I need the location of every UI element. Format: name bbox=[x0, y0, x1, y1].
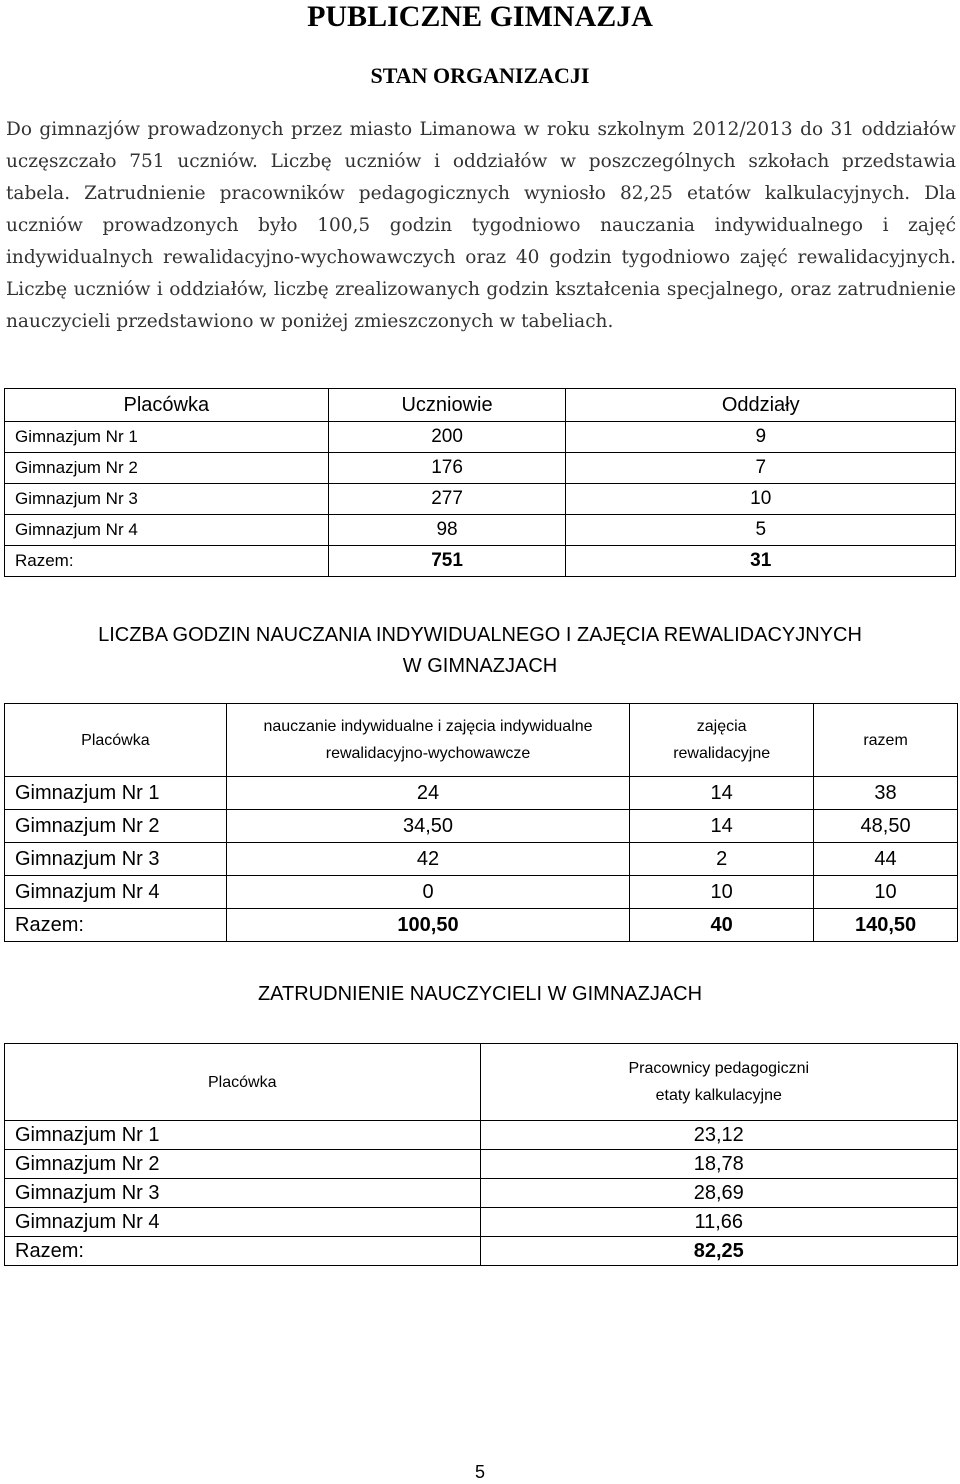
fte-value: 28,69 bbox=[480, 1179, 958, 1208]
table-header-row bbox=[5, 704, 958, 777]
students-count: 200 bbox=[328, 422, 566, 453]
table-header-row bbox=[5, 389, 956, 422]
students-count: 176 bbox=[328, 453, 566, 484]
header-individual bbox=[226, 704, 629, 777]
table-row bbox=[5, 515, 956, 546]
header-placowka: Placówka bbox=[5, 704, 227, 777]
classes-count: 9 bbox=[566, 422, 956, 453]
table-row bbox=[5, 810, 958, 843]
table-row bbox=[5, 484, 956, 515]
total-row bbox=[5, 909, 958, 942]
total-row bbox=[5, 546, 956, 577]
table-row bbox=[5, 1179, 958, 1208]
header-placowka: Placówka bbox=[5, 389, 329, 422]
intro-paragraph: Do gimnazjów prowadzonych przez miasto Limanowa w roku szkolnym 2012/2013 do 31 oddziałów uczęszczało 751 uczniów. Liczbę uczniów i oddziałów w poszczególnych szkołach przedstawia tabela. Zatrudnienie pracowników pedagogicznych wyniosło 82,25 etatów kalkulacyjnych. Dla uczniów prowadzonych było 100,5 godzin tygodniowo nauczania indywidualnego i zajęć indywidualnych rewalidacyjno-wychowawczych oraz 40 godzin tygodniowo zajęć rewalidacyjnych. Liczbę uczniów i oddziałów, liczbę zrealizowanych godzin kształcenia specjalnego, oraz zatrudnienie nauczycieli przedstawiono w poniżej zmieszczonych w tabeliach. bbox=[6, 119, 956, 332]
header-individual-line1: nauczanie indywidualne i zajęcia indywidualne bbox=[263, 718, 593, 735]
classes-count: 10 bbox=[566, 484, 956, 515]
header-placowka: Placówka bbox=[5, 1044, 481, 1121]
school-name: Gimnazjum Nr 4 bbox=[5, 1208, 481, 1237]
students-count: 98 bbox=[328, 515, 566, 546]
total-label: Razem: bbox=[5, 546, 329, 577]
sum-hours: 44 bbox=[814, 843, 958, 876]
hours-title-line2: W GIMNAZJACH bbox=[402, 655, 558, 677]
classes-count: 5 bbox=[566, 515, 956, 546]
fte-value: 11,66 bbox=[480, 1208, 958, 1237]
school-name: Gimnazjum Nr 2 bbox=[5, 1150, 481, 1179]
students-table bbox=[4, 388, 956, 577]
header-individual-line2: rewalidacyjno-wychowawcze bbox=[325, 745, 531, 762]
fte-value: 23,12 bbox=[480, 1121, 958, 1150]
table-row bbox=[5, 777, 958, 810]
total-classes: 31 bbox=[566, 546, 956, 577]
table-row bbox=[5, 876, 958, 909]
hours-table-title bbox=[0, 620, 960, 682]
total-label: Razem: bbox=[5, 1237, 481, 1266]
school-name: Gimnazjum Nr 4 bbox=[5, 876, 227, 909]
individual-hours: 34,50 bbox=[226, 810, 629, 843]
school-name: Gimnazjum Nr 3 bbox=[5, 843, 227, 876]
school-name: Gimnazjum Nr 1 bbox=[5, 422, 329, 453]
table-row bbox=[5, 453, 956, 484]
total-label: Razem: bbox=[5, 909, 227, 942]
school-name: Gimnazjum Nr 3 bbox=[5, 1179, 481, 1208]
table-row bbox=[5, 843, 958, 876]
individual-hours: 0 bbox=[226, 876, 629, 909]
rehab-hours: 10 bbox=[630, 876, 814, 909]
header-razem: razem bbox=[814, 704, 958, 777]
header-rehab bbox=[630, 704, 814, 777]
school-name: Gimnazjum Nr 1 bbox=[5, 1121, 481, 1150]
header-rehab-line1: zajęcia bbox=[696, 718, 747, 735]
table-row bbox=[5, 1121, 958, 1150]
total-fte: 82,25 bbox=[480, 1237, 958, 1266]
sum-hours: 38 bbox=[814, 777, 958, 810]
school-name: Gimnazjum Nr 2 bbox=[5, 453, 329, 484]
header-rehab-line2: rewalidacyjne bbox=[673, 745, 771, 762]
school-name: Gimnazjum Nr 4 bbox=[5, 515, 329, 546]
fte-value: 18,78 bbox=[480, 1150, 958, 1179]
page-title: PUBLICZNE GIMNAZJA bbox=[307, 0, 653, 33]
table-row bbox=[5, 1150, 958, 1179]
table-row bbox=[5, 1208, 958, 1237]
total-row bbox=[5, 1237, 958, 1266]
section-title: STAN ORGANIZACJI bbox=[370, 63, 590, 88]
individual-hours: 24 bbox=[226, 777, 629, 810]
school-name: Gimnazjum Nr 2 bbox=[5, 810, 227, 843]
classes-count: 7 bbox=[566, 453, 956, 484]
total-sum: 140,50 bbox=[814, 909, 958, 942]
sum-hours: 10 bbox=[814, 876, 958, 909]
page-number: 5 bbox=[474, 1462, 485, 1482]
header-uczniowie: Uczniowie bbox=[328, 389, 566, 422]
header-oddzialy: Oddziały bbox=[566, 389, 956, 422]
table-header-row bbox=[5, 1044, 958, 1121]
rehab-hours: 2 bbox=[630, 843, 814, 876]
header-staff bbox=[480, 1044, 958, 1121]
rehab-hours: 14 bbox=[630, 777, 814, 810]
staff-table bbox=[4, 1043, 958, 1266]
school-name: Gimnazjum Nr 1 bbox=[5, 777, 227, 810]
hours-table bbox=[4, 703, 958, 942]
header-staff-line2: etaty kalkulacyjne bbox=[655, 1087, 782, 1104]
hours-title-line1: LICZBA GODZIN NAUCZANIA INDYWIDUALNEGO I ZAJĘCIA REWALIDACYJNYCH bbox=[98, 624, 862, 646]
total-individual: 100,50 bbox=[226, 909, 629, 942]
staff-table-title: ZATRUDNIENIE NAUCZYCIELI W GIMNAZJACH bbox=[257, 983, 703, 1005]
rehab-hours: 14 bbox=[630, 810, 814, 843]
total-rehab: 40 bbox=[630, 909, 814, 942]
sum-hours: 48,50 bbox=[814, 810, 958, 843]
header-staff-line1: Pracownicy pedagogiczni bbox=[628, 1060, 810, 1077]
individual-hours: 42 bbox=[226, 843, 629, 876]
students-count: 277 bbox=[328, 484, 566, 515]
total-students: 751 bbox=[328, 546, 566, 577]
table-row bbox=[5, 422, 956, 453]
school-name: Gimnazjum Nr 3 bbox=[5, 484, 329, 515]
